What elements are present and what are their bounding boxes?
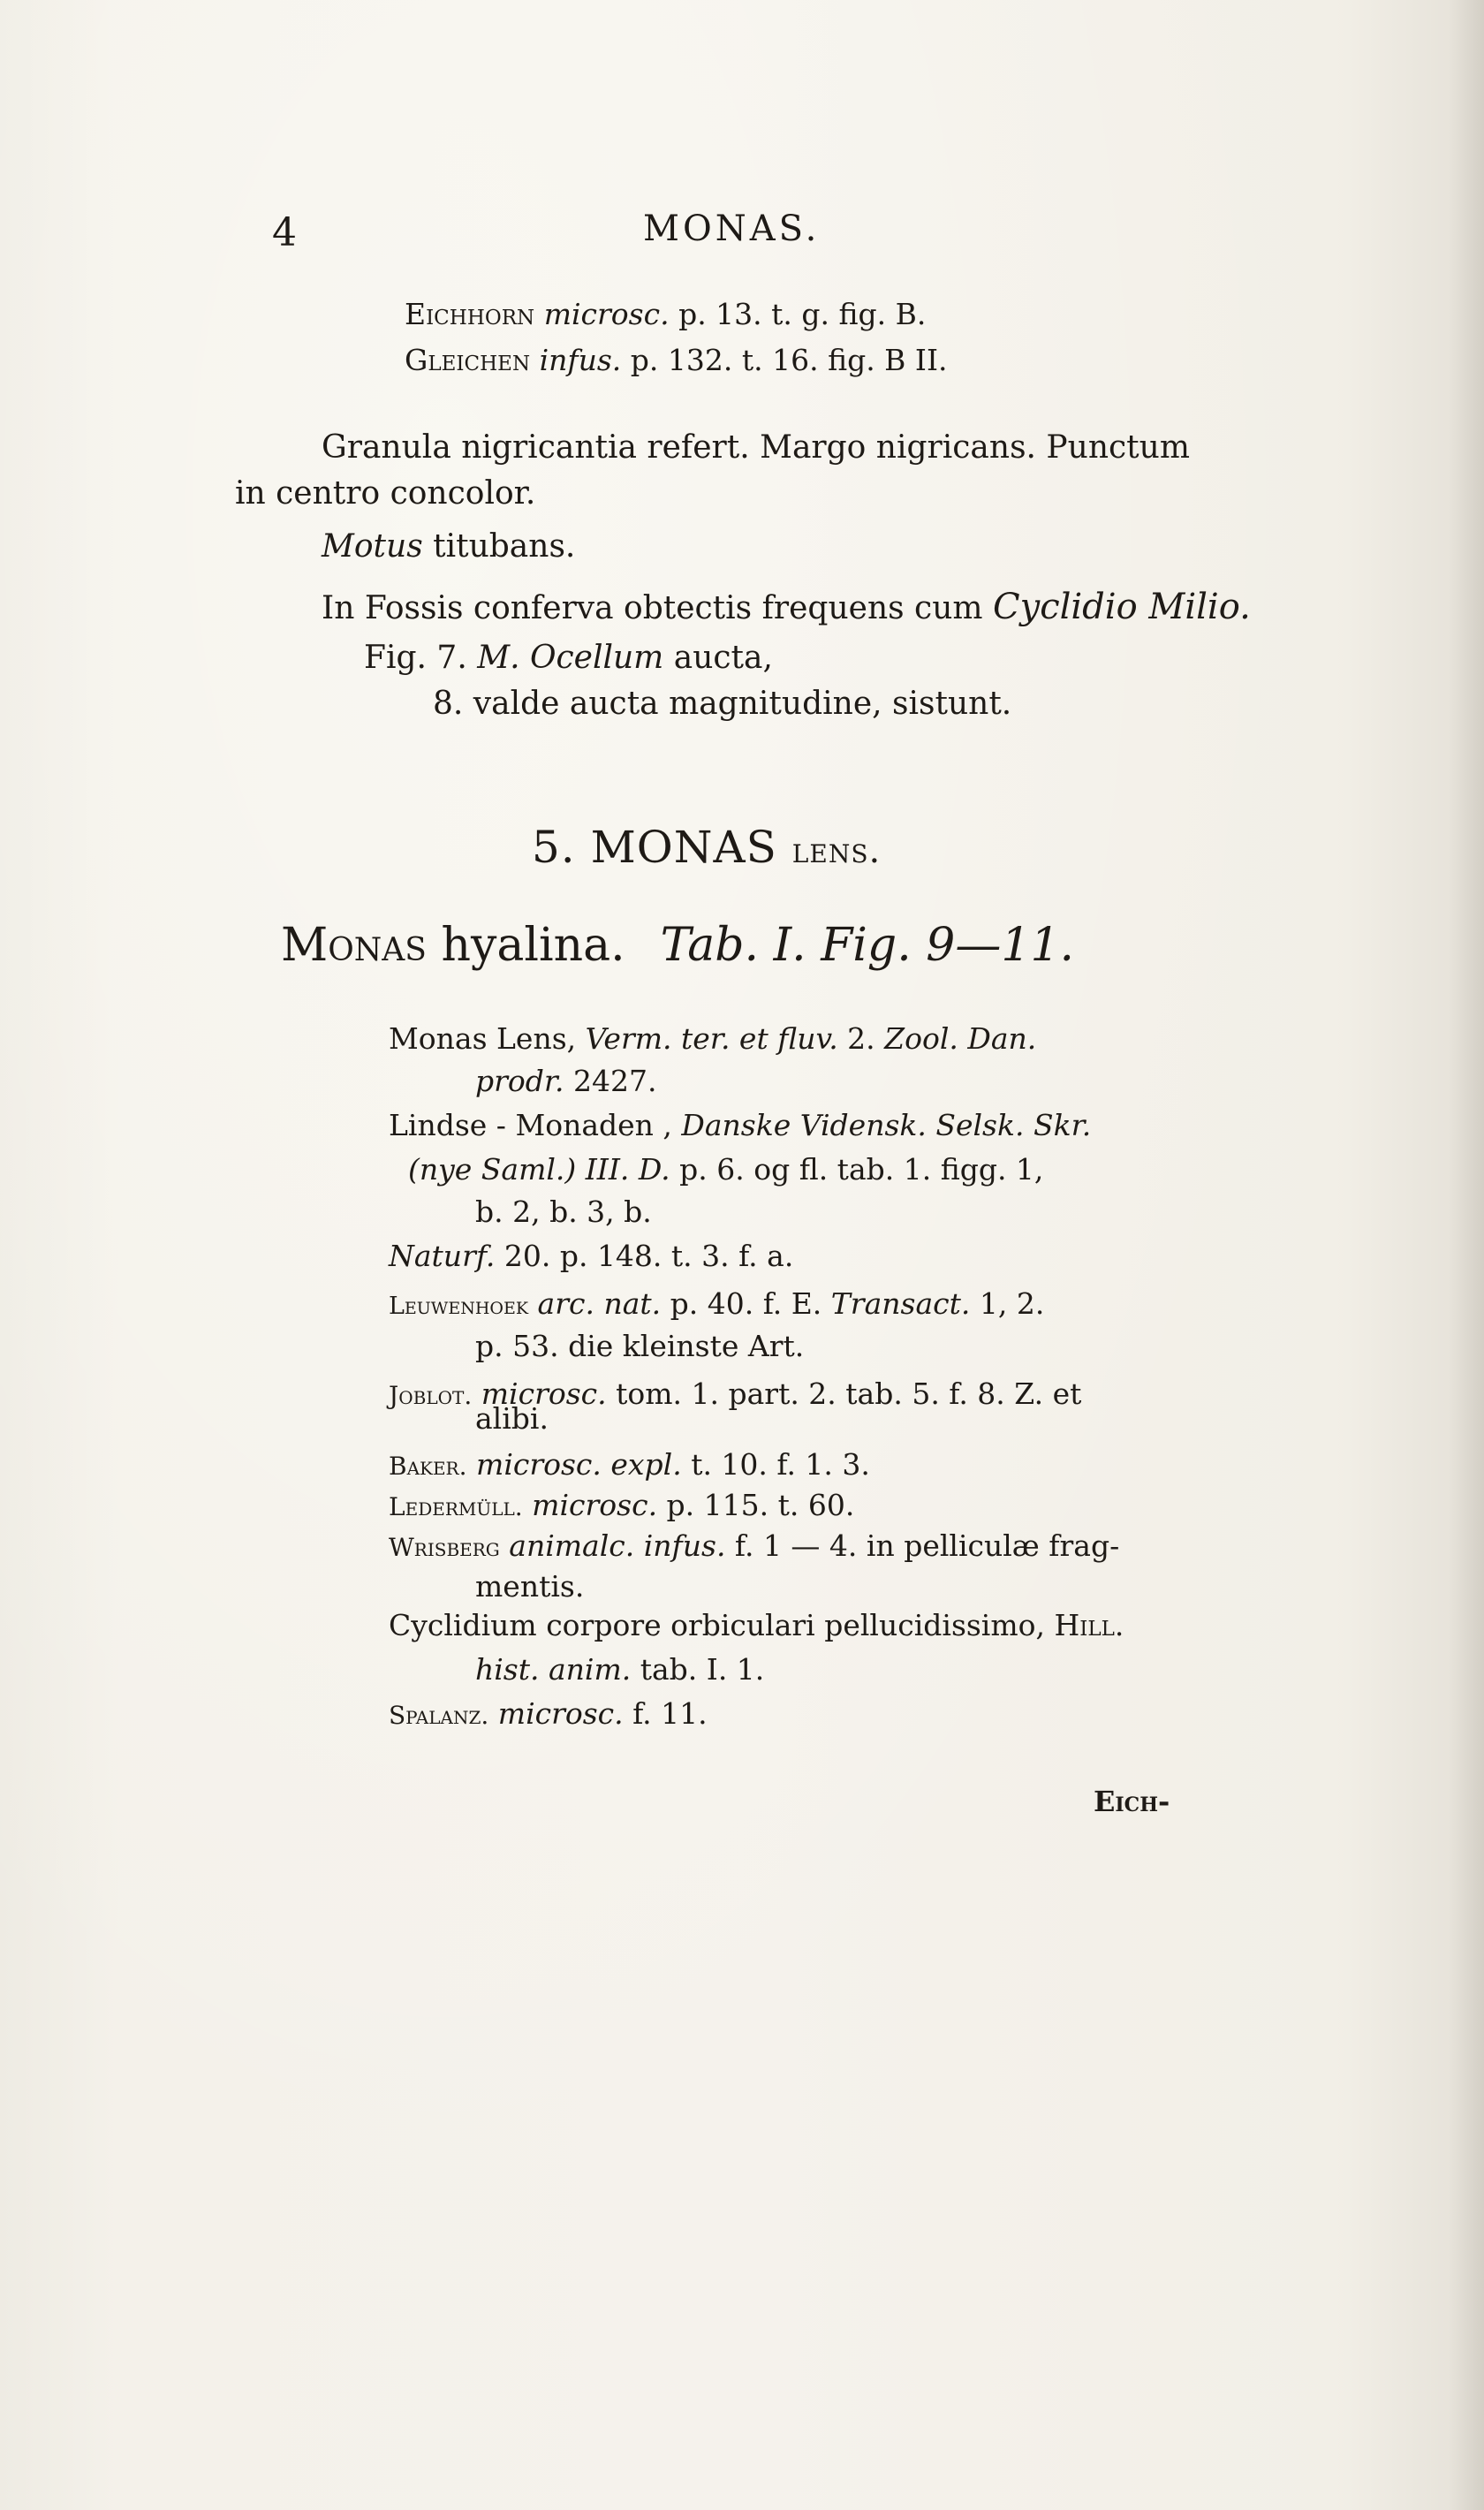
section-heading-smallcaps: lens. — [791, 830, 882, 871]
figure-line: 8. valde aucta magnitudine, sistunt. — [433, 686, 1012, 722]
reference-detail: 2427. — [564, 1064, 657, 1098]
work-title: microsc. — [488, 1696, 624, 1731]
work-title: microsc. — [472, 1376, 607, 1411]
page-number: 4 — [272, 210, 297, 255]
reference-detail: 2. — [837, 1021, 885, 1056]
author-name: Wrisberg — [389, 1533, 500, 1562]
synonym-line — [281, 919, 1074, 972]
reference-detail: p. 6. og fl. tab. 1. figg. 1, — [670, 1152, 1044, 1187]
reference-detail: 1, 2. — [970, 1286, 1045, 1321]
reference-line — [389, 1608, 1124, 1642]
reference-detail: tab. I. 1. — [631, 1652, 765, 1687]
work-title: microsc. — [522, 1488, 658, 1522]
figure-text: aucta, — [663, 640, 773, 676]
work-title: Danske Vidensk. Selsk. Skr. — [681, 1108, 1092, 1142]
description-line: in centro concolor. — [235, 475, 536, 512]
reference-detail: tom. 1. part. 2. tab. 5. f. 8. Z. et — [606, 1376, 1082, 1411]
species-name: M. Ocellum — [477, 640, 664, 676]
section-heading-main: 5. MONAS — [532, 822, 792, 873]
work-title: Verm. ter. et fluv. — [585, 1021, 838, 1056]
reference-line — [389, 1447, 870, 1482]
work-title: Zool. Dan. — [884, 1021, 1037, 1056]
work-title: prodr. — [475, 1064, 564, 1098]
reference-line: b. 2, b. 3, b. — [475, 1194, 652, 1229]
author-name: Gleichen — [405, 343, 531, 377]
reference-detail: p. 115. t. 60. — [657, 1488, 855, 1522]
work-title: Transact. — [830, 1286, 971, 1321]
author-name: Baker. — [389, 1452, 467, 1481]
author-name: Ledermüll. — [389, 1492, 523, 1521]
reference-line — [389, 1696, 708, 1731]
reference-line — [389, 1108, 1091, 1142]
reference-line — [389, 1021, 1036, 1056]
reference-detail: t. 10. f. 1. 3. — [681, 1447, 870, 1482]
figure-label: Fig. 7. — [364, 640, 478, 676]
work-title: microsc. expl. — [466, 1447, 682, 1482]
reference-line — [389, 1239, 793, 1273]
species-name: Cyclidio Milio. — [992, 587, 1251, 627]
plate-reference: Tab. I. — [660, 919, 806, 972]
reference-detail: p. 40. f. E. — [661, 1286, 831, 1321]
reference-line — [408, 1152, 1043, 1187]
reference-line — [475, 1652, 764, 1687]
genus-name: Monas — [281, 919, 427, 972]
reference-text: Monas Lens, — [389, 1021, 586, 1056]
work-title: microsc. — [543, 297, 670, 331]
reference-detail: p. 13. t. g. fig. B. — [669, 297, 927, 331]
species-epithet: hyalina. — [426, 919, 625, 972]
reference-line — [405, 343, 947, 377]
work-title: (nye Saml.) III. D. — [408, 1152, 670, 1187]
reference-line — [405, 297, 926, 331]
reference-line — [389, 1286, 1044, 1321]
motus-text: titubans. — [422, 528, 576, 565]
work-title: Naturf. — [389, 1239, 496, 1273]
reference-detail: 20. p. 148. t. 3. f. a. — [495, 1239, 794, 1273]
work-title: animalc. infus. — [499, 1528, 726, 1563]
work-title: arc. nat. — [528, 1286, 662, 1321]
reference-line: mentis. — [475, 1569, 585, 1604]
author-name: Leuwenhoek — [389, 1293, 529, 1320]
reference-line: p. 53. die kleinste Art. — [475, 1329, 805, 1363]
author-name: Hill. — [1054, 1608, 1124, 1642]
motus-label: Motus — [322, 528, 423, 565]
figure-line — [364, 640, 773, 676]
author-name: Spalanz. — [389, 1701, 489, 1730]
work-title: infus. — [539, 343, 622, 377]
figure-reference: Fig. 9—11. — [821, 919, 1075, 972]
description-line: Granula nigricantia refert. Margo nigricans. Punctum — [322, 429, 1190, 466]
author-name: Eichhorn — [405, 297, 535, 331]
page-gutter-shadow — [1449, 0, 1484, 2510]
reference-detail: p. 132. t. 16. fig. B II. — [621, 343, 948, 377]
reference-line — [389, 1528, 1119, 1563]
reference-text: Cyclidium corpore orbiculari pellucidissimo, — [389, 1608, 1055, 1642]
motus-line — [322, 528, 575, 565]
work-title: hist. anim. — [475, 1652, 632, 1687]
section-heading — [532, 822, 881, 873]
running-title: MONAS. — [643, 209, 821, 249]
catchword: Eich- — [1094, 1785, 1170, 1818]
habitat-line — [322, 587, 1251, 627]
reference-detail: f. 11. — [623, 1696, 708, 1731]
reference-detail: f. 1 — 4. in pelliculæ frag- — [725, 1528, 1120, 1563]
habitat-text: In Fossis conferva obtectis frequens cum — [322, 590, 993, 626]
author-name: Joblot. — [389, 1381, 473, 1410]
reference-line — [475, 1064, 657, 1098]
reference-line — [389, 1488, 854, 1522]
reference-line: alibi. — [475, 1401, 549, 1436]
reference-text: Lindse - Monaden , — [389, 1108, 682, 1142]
